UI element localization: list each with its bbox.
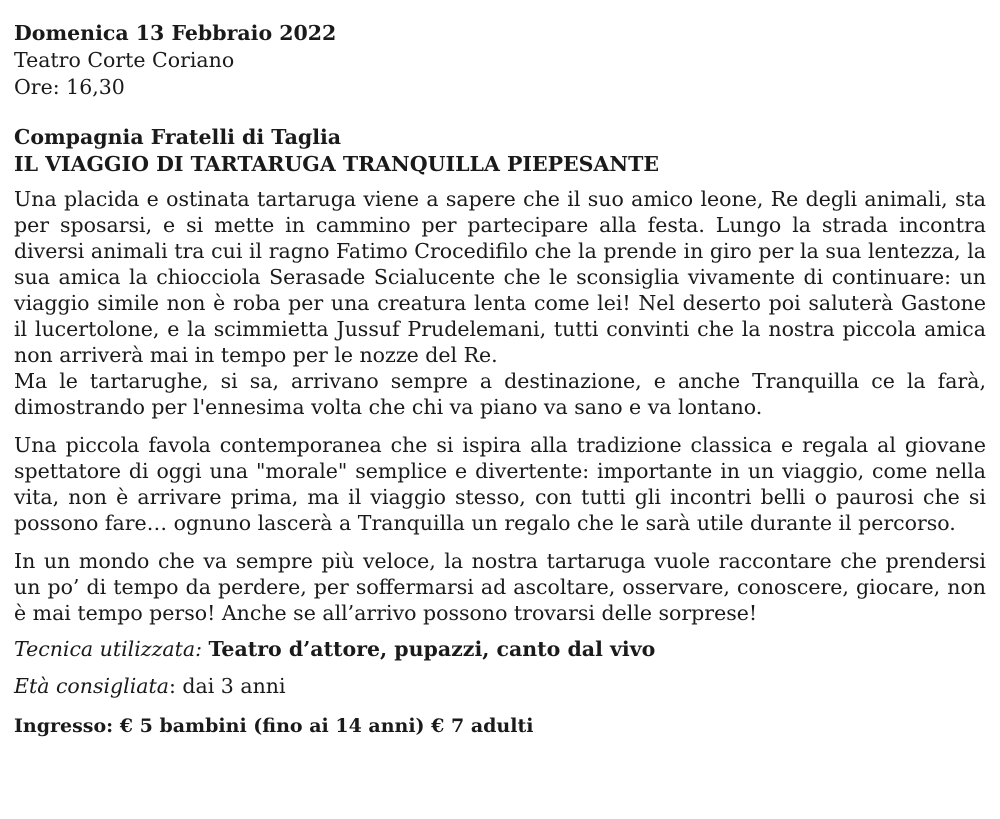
age-line — [14, 673, 986, 700]
company-name: Compagnia Fratelli di Taglia — [14, 125, 342, 149]
age-value: : dai 3 anni — [168, 674, 286, 698]
description-paragraph-3: Una piccola favola contemporanea che si ispira alla tradizione classica e regala al giovane spettatore di oggi una "morale" semplice e divertente: importante in un viaggio, come nella vita, non è arrivare prima, ma il viaggio stesso, con tutti gli incontri belli o paurosi che si possono fare… ognuno lascerà a Tranquilla un regalo che le sarà utile durante il percorso. — [14, 433, 986, 535]
age-label: Età consigliata — [14, 674, 169, 698]
event-time: Ore: 16,30 — [14, 75, 125, 99]
description-paragraph-1: Una placida e ostinata tartaruga viene a sapere che il suo amico leone, Re degli animali, sta per sposarsi, e si mette in cammino per partecipare alla festa. Lungo la strada incontra diversi animali tra cui il ragno Fatimo Crocedifilo che la prende in giro per la sua lentezza, la sua amica la chiocciola Serasade Scialucente che le sconsiglia vivamente di continuare: un viaggio simile non è roba per una creatura lenta come lei! Nel deserto poi saluterà Gastone il lucertolone, e la scimmietta Jussuf Prudelemani, tutti convinti che la nostra piccola amica non arriverà mai in tempo per le nozze del Re. — [14, 187, 986, 367]
event-document — [14, 20, 986, 740]
technique-label: Tecnica utilizzata: — [14, 637, 202, 661]
event-venue: Teatro Corte Coriano — [14, 48, 235, 72]
description-paragraph-4: In un mondo che va sempre più veloce, la nostra tartaruga vuole raccontare che prendersi un po’ di tempo da perdere, per soffermarsi ad ascoltare, osservare, conoscere, giocare, non è mai tempo perso! Anche se all’arrivo possono trovarsi delle sorprese! — [14, 549, 986, 625]
event-date: Domenica 13 Febbraio 2022 — [14, 21, 337, 45]
technique-line — [14, 636, 986, 663]
show-title: IL VIAGGIO DI TARTARUGA TRANQUILLA PIEPESANTE — [14, 152, 659, 176]
description-paragraph-2: Ma le tartarughe, si sa, arrivano sempre a destinazione, e anche Tranquilla ce la farà, dimostrando per l'ennesima volta che chi va piano va sano e va lontano. — [14, 369, 986, 419]
admission-line: Ingresso: € 5 bambini (fino ai 14 anni) € 7 adulti — [14, 715, 534, 737]
technique-value: Teatro d’attore, pupazzi, canto dal vivo — [208, 637, 656, 661]
